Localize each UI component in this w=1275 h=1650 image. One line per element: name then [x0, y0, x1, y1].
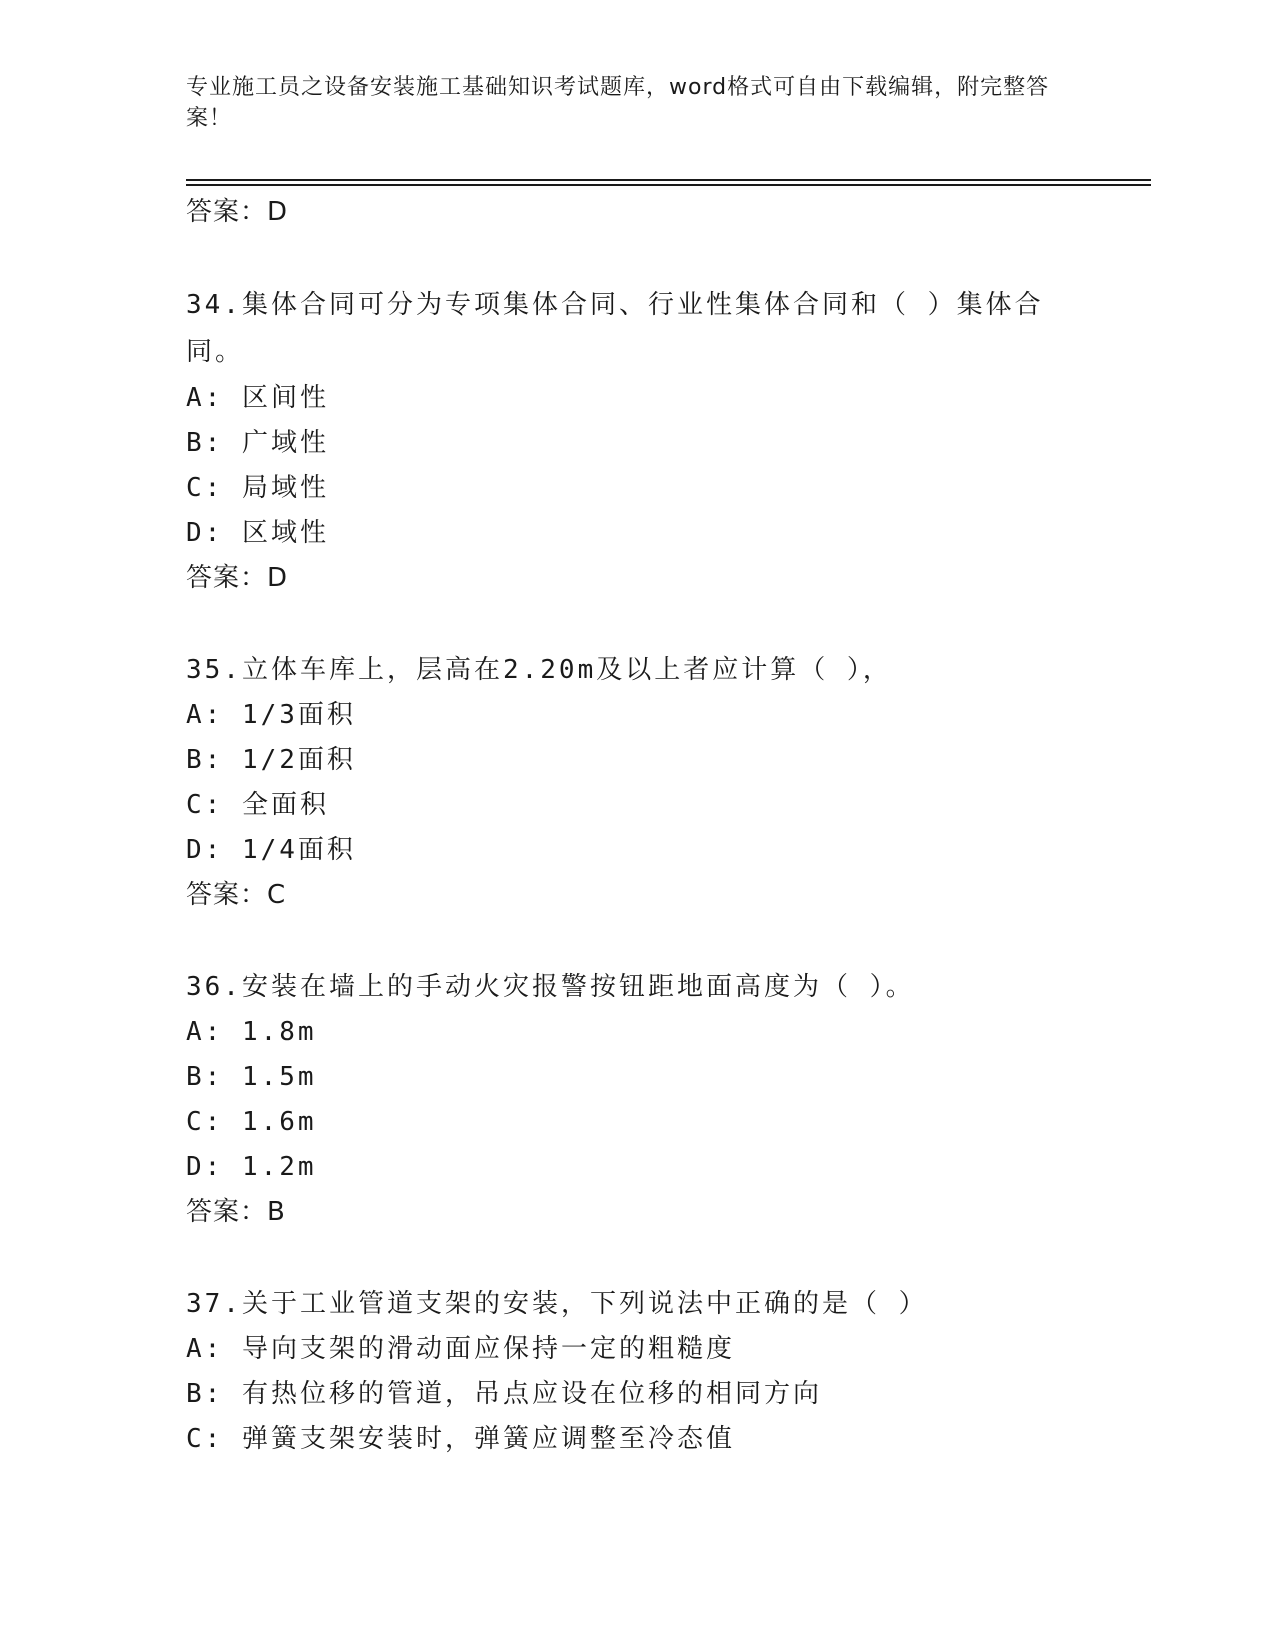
answer-line: 答案：C [186, 880, 287, 910]
question-stem: 35.立体车库上，层高在2.20m及以上者应计算（ ）， [186, 655, 892, 685]
option-c: C: 局域性 [186, 473, 329, 503]
option-c: C: 全面积 [186, 790, 329, 820]
option-c: C: 弹簧支架安装时，弹簧应调整至冷态值 [186, 1424, 735, 1454]
option-b: B: 有热位移的管道，吊点应设在位移的相同方向 [186, 1379, 822, 1409]
document-header: 专业施工员之设备安装施工基础知识考试题库，word格式可自由下载编辑，附完整答案！ [186, 75, 1050, 131]
answer-line: 答案：D [186, 197, 289, 227]
answer-line: 答案：D [186, 563, 289, 593]
option-b: B: 广域性 [186, 428, 329, 458]
option-a: A: 1/3面积 [186, 700, 356, 730]
option-d: D: 1/4面积 [186, 835, 356, 865]
option-a: A: 导向支架的滑动面应保持一定的粗糙度 [186, 1334, 735, 1364]
question-stem: 36.安装在墙上的手动火灾报警按钮距地面高度为（ ）。 [186, 972, 915, 1002]
question-stem: 34.集体合同可分为专项集体合同、行业性集体合同和（ ）集体合同。 [186, 290, 1044, 367]
question-35 [186, 648, 1151, 918]
option-b: B: 1/2面积 [186, 745, 356, 775]
question-37 [186, 1282, 1151, 1462]
header-divider-top [186, 179, 1151, 181]
question-34 [186, 282, 1151, 601]
header-divider-bottom [186, 184, 1151, 186]
question-list [186, 190, 1151, 1462]
answer-line: 答案：B [186, 1197, 286, 1227]
option-a: A: 1.8m [186, 1017, 317, 1047]
option-d: D: 区域性 [186, 518, 329, 548]
option-b: B: 1.5m [186, 1062, 317, 1092]
question-36 [186, 965, 1151, 1235]
option-c: C: 1.6m [186, 1107, 317, 1137]
option-d: D: 1.2m [186, 1152, 317, 1182]
question-stem: 37.关于工业管道支架的安装，下列说法中正确的是（ ） [186, 1289, 928, 1319]
option-a: A: 区间性 [186, 383, 329, 413]
